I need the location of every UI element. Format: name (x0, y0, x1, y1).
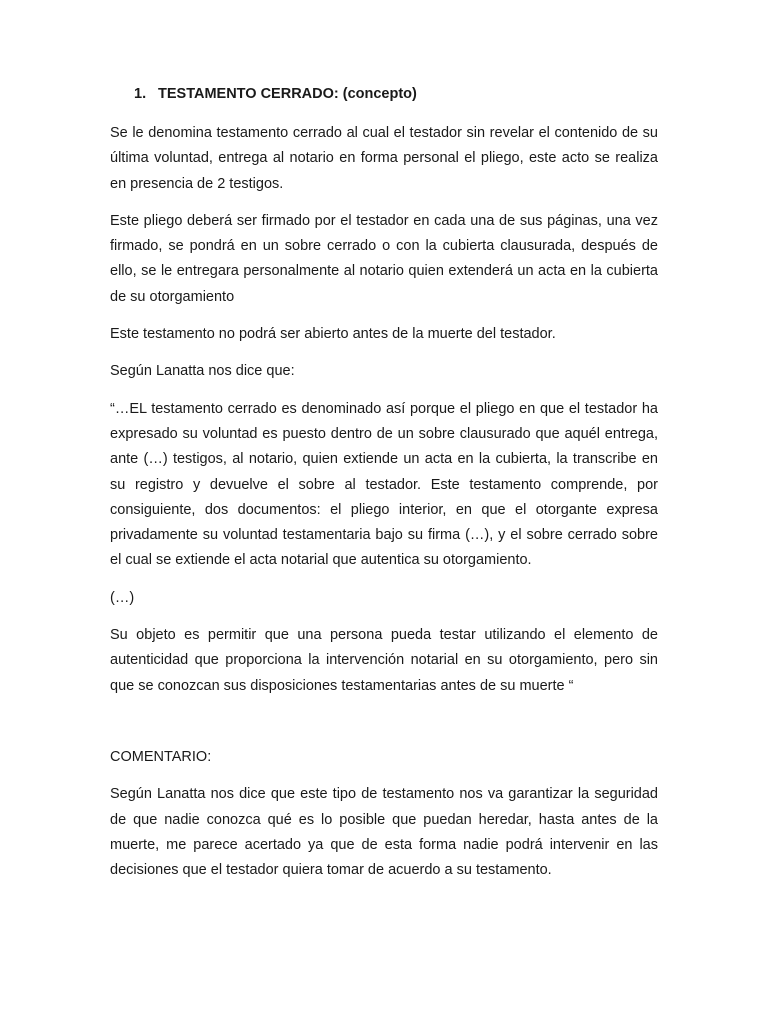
comment-text: Según Lanatta nos dice que este tipo de testamento nos va garantizar la seguridad de que nadie conozca qué es lo posible que puedan heredar, hasta antes de la muerte, me parece acertado ya que de esta forma nadie podrá intervenir en las decisiones que el testador quiera tomar de acuerdo a su testamento. (110, 786, 658, 879)
document-body (110, 84, 658, 895)
paragraph-objective: Su objeto es permitir que una persona pueda testar utilizando el elemento de autenticidad que proporciona la intervención notarial en su otorgamiento, pero sin que se conozcan sus disposiciones testamentarias antes de su muerte “ (110, 627, 658, 694)
paragraph-signing: Este pliego deberá ser firmado por el testador en cada una de sus páginas, una vez firmado, se pondrá en un sobre cerrado o con la cubierta clausurada, después de ello, se le entregara personalmente al notario quien extenderá un acta en la cubierta de su otorgamiento (110, 212, 658, 305)
paragraph-definition: Se le denomina testamento cerrado al cual el testador sin revelar el contenido de su última voluntad, entrega al notario en forma personal el pliego, este acto se realiza en presencia de 2 testigos. (110, 125, 658, 192)
paragraph-opening-rule: Este testamento no podrá ser abierto antes de la muerte del testador. (110, 326, 556, 343)
paragraph-quote: “…EL testamento cerrado es denominado así porque el pliego en que el testador ha expresado su voluntad es puesto dentro de un sobre clausurado que aquél entrega, ante (…) testigos, al notario, quien extiende un acta en la cubierta, la transcribe en su registro y devuelve el sobre al testador. Este testamento comprende, por consiguiente, dos documentos: el pliego interior, en que el otorgante expresa privadamente su voluntad testamentaria bajo su firma (…), y el sobre cerrado sobre el cual se extiende el acta notarial que autentica su otorgamiento. (110, 400, 658, 569)
heading-number: 1. (134, 86, 147, 102)
section-heading (134, 84, 658, 104)
paragraph-citation-intro: Según Lanatta nos dice que: (110, 363, 295, 380)
heading-text: TESTAMENTO CERRADO: (concepto) (158, 86, 417, 102)
section-spacer (110, 711, 658, 745)
paragraph-ellipsis: (…) (110, 589, 135, 606)
comment-label: COMENTARIO: (110, 748, 212, 765)
